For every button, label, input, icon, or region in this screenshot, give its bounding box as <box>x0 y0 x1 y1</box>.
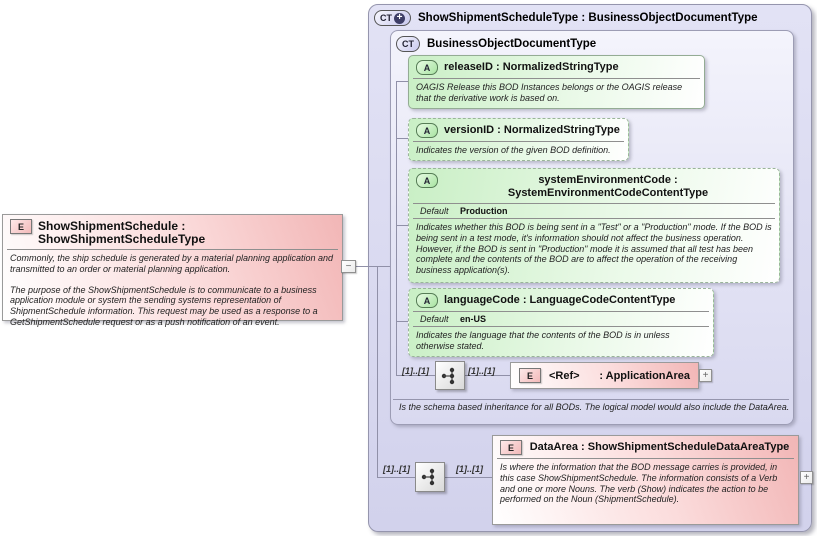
attribute-systemenvironmentcode[interactable] <box>408 168 780 283</box>
ref-label: <Ref> <box>549 369 580 382</box>
basetype-title: BusinessObjectDocumentType <box>427 38 597 50</box>
attribute-annotation: Indicates whether this BOD is being sent in a "Test" or a "Production" mode. If the BOD is being sent in a test mode, it's information should not affect the business operation. However, if the BOD is sent in "Production" mode it is assumed that all test has been complete and the contents of the BOD are to affect the operation of the receiving business application(s). <box>416 222 772 276</box>
paragraph-gap <box>10 275 335 285</box>
element-icon: E <box>10 219 32 234</box>
sequence-compositor-icon[interactable] <box>415 462 445 492</box>
attribute-title: systemEnvironmentCode : SystemEnvironmentCodeContentType <box>507 174 709 199</box>
cardinality-label: [1]..[1] <box>456 464 483 474</box>
default-row <box>413 312 709 326</box>
expand-button[interactable]: + <box>800 471 813 484</box>
attribute-annotation: Indicates the language that the contents of the BOD is in unless otherwise stated. <box>416 330 670 351</box>
sequence-glyph <box>439 365 461 387</box>
element-annotation <box>3 250 342 332</box>
cardinality-label: [1]..[1] <box>383 464 410 474</box>
expand-button[interactable]: + <box>699 369 712 382</box>
attribute-annotation: OAGIS Release this BOD Instances belongs or the OAGIS release that the derivative work is based on. <box>416 82 683 103</box>
complextype-title: ShowShipmentScheduleType : BusinessObjectDocumentType <box>418 12 758 24</box>
element-applicationarea-ref[interactable] <box>510 362 699 389</box>
sequence-compositor-icon[interactable] <box>435 361 465 390</box>
complextype-icon: CT + <box>374 10 411 26</box>
basetype-header[interactable] <box>391 31 793 57</box>
default-row <box>413 204 775 218</box>
attribute-title: releaseID : NormalizedStringType <box>444 61 619 73</box>
connector-stub <box>396 81 408 82</box>
complextype-header[interactable] <box>369 5 811 31</box>
attribute-icon: A <box>416 60 438 75</box>
element-icon: E <box>519 368 541 383</box>
sequence-glyph <box>419 466 441 488</box>
connector-stub <box>396 321 408 322</box>
collapse-button[interactable]: − <box>341 260 356 273</box>
element-annotation: Is where the information that the BOD message carries is provided, in this case ShowShipmentSchedule. The information consists of a Verb and one or more Nouns. The verb (Show) indicates the action to be performed on the Noun (ShipmentSchedule). <box>500 462 778 505</box>
connector-line <box>377 266 378 477</box>
connector-stub <box>396 138 408 139</box>
cardinality-label: [1]..[1] <box>402 366 429 376</box>
element-icon: E <box>500 440 522 455</box>
basetype-icon: CT <box>396 36 420 52</box>
attribute-title: versionID : NormalizedStringType <box>444 124 620 136</box>
attribute-icon: A <box>416 123 438 138</box>
element-title-row <box>3 215 342 249</box>
connector-line <box>445 477 492 478</box>
attribute-icon: A <box>416 173 438 188</box>
element-showshipmentschedule[interactable] <box>2 214 343 327</box>
annotation-paragraph-2: The purpose of the ShowShipmentSchedule is to communicate to a business application module or system the sending systems representation of ShipmentSchedule information. This request may be used as a response to a GetShipmentSchedule request or as a push notification of an event. <box>10 284 318 327</box>
annotation-paragraph-1: Commonly, the ship schedule is generated by a material planning application and transmitted to an order or material planning application. <box>10 253 334 274</box>
attribute-languagecode[interactable] <box>408 288 714 357</box>
cardinality-label: [1]..[1] <box>468 366 495 376</box>
basetype-annotation: Is the schema based inheritance for all BODs. The logical model would also include the DataArea. <box>399 402 790 412</box>
attribute-versionid[interactable] <box>408 118 629 161</box>
connector-stub <box>396 225 408 226</box>
ref-type: : ApplicationArea <box>599 369 690 382</box>
attribute-icon: A <box>416 293 438 308</box>
attribute-title: languageCode : LanguageCodeContentType <box>444 294 676 306</box>
element-title: DataArea : ShowShipmentScheduleDataAreaType <box>529 441 790 453</box>
element-title: ShowShipmentSchedule : ShowShipmentScheduleType <box>38 219 206 246</box>
default-label: Default <box>420 206 449 216</box>
default-value: en-US <box>460 314 487 324</box>
default-label: Default <box>420 314 449 324</box>
attribute-annotation: Indicates the version of the given BOD definition. <box>416 145 611 155</box>
derived-plus-icon: + <box>394 13 405 24</box>
element-dataarea[interactable] <box>492 435 799 525</box>
attribute-releaseid[interactable] <box>408 55 705 109</box>
connector-line <box>377 477 415 478</box>
default-value: Production <box>460 206 508 216</box>
attribute-tree-line <box>396 81 397 375</box>
